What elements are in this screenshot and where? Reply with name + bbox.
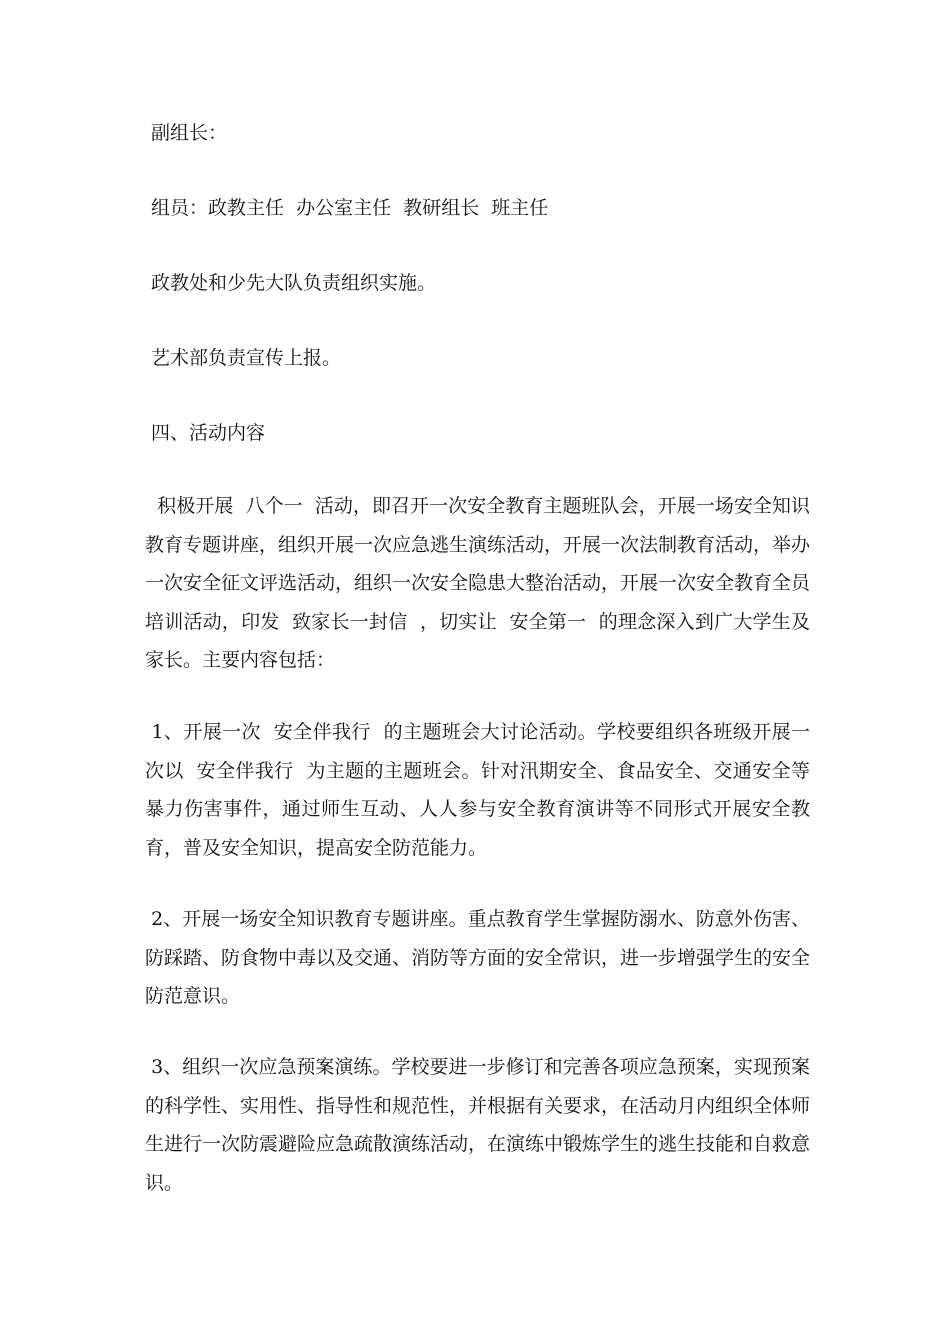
item-1-paragraph: 1、开展一次 安全伴我行 的主题班会大讨论活动。学校要组织各班级开展一次以 安全伴我行 为主题的主题班会。针对汛期安全、食品安全、交通安全等暴力伤害事件，通过师生互动、人人参与安全教育演讲等不同形式开展安全教育，普及安全知识，提高安全防范能力。 (145, 721, 810, 859)
publicity-line: 艺术部负责宣传上报。 (145, 347, 342, 369)
intro-paragraph: 积极开展 八个一 活动，即召开一次安全教育主题班队会，开展一场安全知识教育专题讲座，组织开展一次应急逃生演练活动，开展一次法制教育活动，举办一次安全征文评选活动，组织一次安全隐患大整治活动，开展一次安全教育全员培训活动，印发 致家长一封信 ，切实让 安全第一 的理念深入到广大学生及家长。主要内容包括： (145, 495, 811, 671)
members-line: 组员：政教主任 办公室主任 教研组长 班主任 (145, 197, 549, 219)
implementation-line: 政教处和少先大队负责组织实施。 (145, 272, 437, 294)
section-heading: 四、活动内容 (145, 422, 266, 444)
item-3-paragraph: 3、组织一次应急预案演练。学校要进一步修订和完善各项应急预案，实现预案的科学性、实用性、指导性和规范性，并根据有关要求，在活动月内组织全体师生进行一次防震避险应急疏散演练活动，在演练中锻炼学生的逃生技能和自救意识。 (145, 1056, 811, 1194)
item-2-paragraph: 2、开展一场安全知识教育专题讲座。重点教育学生掌握防溺水、防意外伤害、防踩踏、防食物中毒以及交通、消防等方面的安全常识，进一步增强学生的安全防范意识。 (145, 908, 811, 1007)
deputy-leader-line: 副组长： (145, 122, 228, 144)
